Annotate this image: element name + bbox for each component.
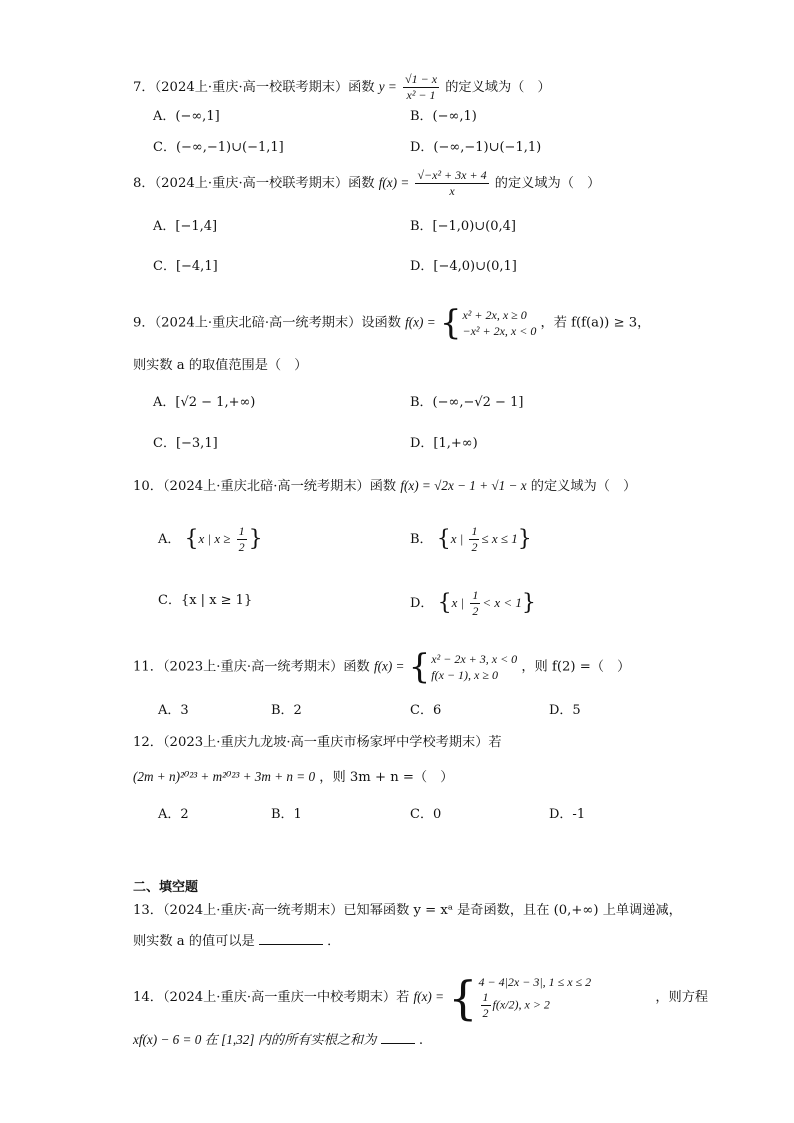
question-7: [133, 72, 551, 103]
option-d-set-condition: < x < 1: [482, 595, 522, 610]
question-10-option-a: A． {x | x ≥ $\frac{1}{2}$ }: [158, 524, 263, 554]
question-10-option-d: D． {x | $\frac{1}{2}$ < x < 1}: [410, 588, 536, 618]
option-d-numerator: 1: [472, 588, 479, 602]
question-11-option-b: B．2: [271, 703, 302, 718]
question-7-option-a: A．(−∞,1]: [153, 109, 220, 124]
question-9-option-a: A．[√2 − 1,+∞): [153, 395, 256, 410]
option-b-set-condition: ≤ x ≤ 1: [481, 531, 518, 546]
question-12-line-2: [133, 768, 454, 787]
question-8-denominator: x: [449, 184, 455, 198]
question-11-case-1: x² − 2x + 3, x < 0: [431, 652, 518, 666]
question-12-stem: 12．（2023上·重庆九龙坡·高一重庆市杨家坪中学校考期末）若: [133, 735, 502, 750]
question-8: [133, 168, 600, 199]
question-10-option-c: C．{x | x ≥ 1}: [158, 593, 253, 608]
question-12-equation: (2m + n)²⁰²³ + m²⁰²³ + 3m + n = 0: [133, 769, 316, 784]
question-12-option-b: B．1: [271, 807, 302, 822]
option-a-denominator: 2: [238, 540, 245, 554]
option-b-label: B．: [410, 532, 433, 547]
option-d-label: D．: [410, 596, 434, 611]
question-9-function-name: f(x) =: [405, 314, 436, 330]
question-10-function: f(x) = √2x − 1 + √1 − x: [400, 478, 527, 493]
question-8-numerator: √−x² + 3x + 4: [417, 168, 487, 182]
question-9-piecewise: [439, 303, 537, 343]
option-d-set-var: x |: [451, 595, 465, 610]
left-brace-icon: {: [439, 303, 462, 343]
question-7-function-name: y =: [378, 79, 397, 94]
question-14-stem: 14．（2024上·重庆·高一重庆一中校考期末）若: [133, 990, 410, 1005]
answer-blank[interactable]: [381, 1030, 415, 1044]
question-11-option-a: A．3: [158, 703, 189, 718]
question-13-line-2: [133, 931, 340, 951]
question-9-line-2: 则实数 a 的取值范围是（ ）: [133, 358, 308, 373]
question-13-prompt: 则实数 a 的值可以是: [133, 934, 255, 949]
question-8-option-a: A．[−1,4]: [153, 219, 218, 234]
question-7-option-b: B．(−∞,1): [410, 109, 477, 124]
question-8-option-b: B．[−1,0)∪(0,4]: [410, 219, 516, 234]
question-10: [133, 477, 636, 496]
question-14-case-1: 4 − 4|2x − 3|, 1 ≤ x ≤ 2: [478, 975, 592, 989]
question-14-tail: ，则方程: [655, 990, 709, 1005]
question-7-option-c: C．(−∞,−1)∪(−1,1]: [153, 140, 284, 155]
answer-blank[interactable]: [259, 931, 323, 945]
question-8-option-d: D．[−4,0)∪(0,1]: [410, 259, 517, 274]
question-14: [133, 970, 709, 1025]
question-11-piecewise: [408, 647, 518, 687]
case-2-denominator: 2: [482, 1006, 489, 1020]
option-d-denominator: 2: [472, 604, 479, 618]
question-13-line-1: 13．（2024上·重庆·高一统考期末）已知幂函数 y = xᵃ 是奇函数，且在 (0,+∞) 上单调递减，: [133, 903, 682, 918]
question-14-piecewise: [448, 970, 592, 1025]
question-11-tail: ，则 f(2) =（ ）: [521, 659, 631, 675]
question-7-denominator: x² − 1: [406, 88, 436, 102]
question-11: [133, 647, 631, 687]
option-a-set-condition: x | x ≥: [198, 531, 231, 546]
question-9-option-c: C．[−3,1]: [153, 436, 218, 451]
case-2-numerator: 1: [482, 990, 489, 1004]
question-11-stem: 11．（2023上·重庆·高一统考期末）函数: [133, 659, 370, 675]
question-9-condition: ，若 f(f(a)) ≥ 3，: [540, 315, 651, 331]
question-11-function-name: f(x) =: [373, 658, 405, 674]
question-11-option-d: D．5: [549, 703, 581, 718]
question-8-function-name: f(x) =: [378, 175, 410, 190]
question-13-end: ．: [327, 934, 341, 949]
question-14-end: .: [418, 1033, 424, 1048]
question-7-tail: 的定义域为（ ）: [445, 80, 551, 95]
option-b-set-var: x |: [450, 531, 464, 546]
question-11-option-c: C．6: [410, 703, 442, 718]
question-12-option-a: A．2: [158, 807, 189, 822]
question-8-tail: 的定义域为（ ）: [494, 176, 601, 191]
question-12-option-c: C．0: [410, 807, 442, 822]
left-brace-icon: {: [448, 970, 478, 1025]
question-7-numerator: √1 − x: [405, 72, 438, 86]
question-9-case-1: x² + 2x, x ≥ 0: [462, 308, 527, 322]
question-9-option-d: D．[1,+∞): [410, 436, 478, 451]
question-7-fraction: [403, 72, 439, 103]
question-12-tail: ，则 3m + n =（ ）: [319, 770, 454, 785]
question-7-option-d: D．(−∞,−1)∪(−1,1): [410, 140, 542, 155]
question-8-fraction: [415, 168, 488, 199]
option-b-numerator: 1: [471, 524, 478, 538]
left-brace-icon: {: [408, 647, 431, 687]
question-8-option-c: C．[−4,1]: [153, 259, 218, 274]
question-14-case-2: [479, 990, 592, 1021]
question-14-function-name: f(x) =: [413, 989, 445, 1004]
question-9-case-2: −x² + 2x, x < 0: [462, 324, 537, 338]
question-7-stem: 7．（2024上·重庆·高一校联考期末）函数: [133, 80, 375, 95]
question-9-option-b: B．(−∞,−√2 − 1]: [410, 395, 524, 410]
question-9-stem: 9．（2024上·重庆北碚·高一统考期末）设函数: [133, 315, 401, 331]
case-2-expression: f(x/2), x > 2: [492, 997, 550, 1012]
question-11-case-2: f(x − 1), x ≥ 0: [431, 668, 498, 682]
question-10-stem: 10．（2024上·重庆北碚·高一统考期末）函数: [133, 479, 397, 494]
option-a-label: A．: [158, 532, 181, 547]
question-10-option-b: B． {x | $\frac{1}{2}$ ≤ x ≤ 1}: [410, 524, 532, 554]
question-8-stem: 8．（2024上·重庆·高一校联考期末）函数: [133, 176, 375, 191]
option-b-denominator: 2: [471, 540, 478, 554]
question-14-line-2: [133, 1030, 423, 1050]
option-a-numerator: 1: [238, 524, 245, 538]
question-14-prompt: xf(x) − 6 = 0 在 [1,32] 内的所有实根之和为: [133, 1032, 377, 1047]
question-10-tail: 的定义域为（ ）: [530, 479, 637, 494]
question-12-option-d: D．-1: [549, 807, 586, 822]
section-title: 二、填空题: [133, 880, 199, 895]
question-9: [133, 303, 651, 343]
